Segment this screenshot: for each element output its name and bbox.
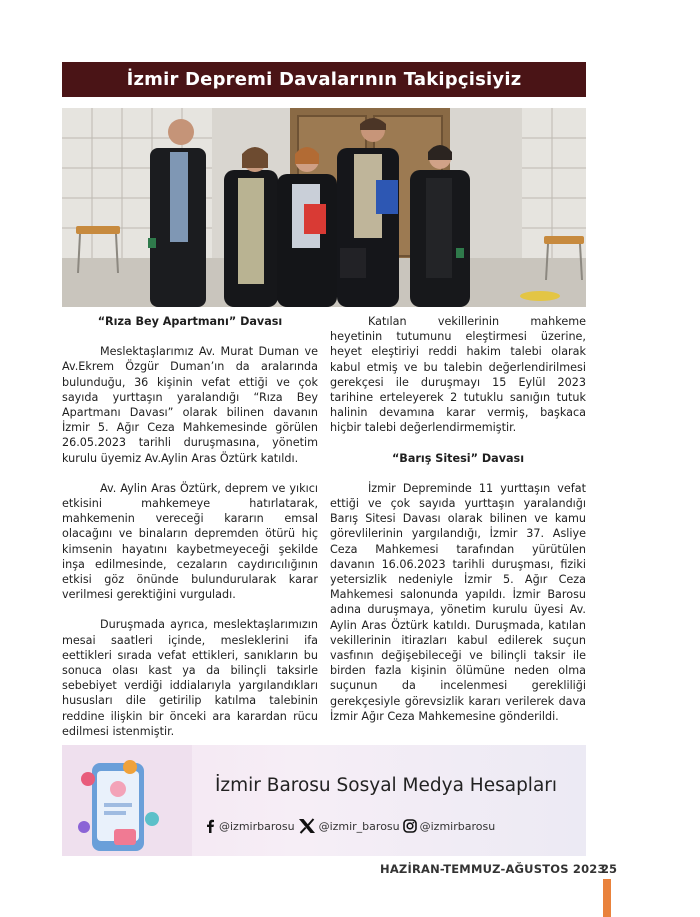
x-handle[interactable]: @izmir_barosu xyxy=(318,819,400,833)
right-column xyxy=(330,314,586,724)
page-number: 25 xyxy=(601,862,618,876)
issue-label: HAZİRAN-TEMMUZ-AĞUSTOS 2023 xyxy=(380,862,606,876)
banner-title: İzmir Barosu Sosyal Medya Hesapları xyxy=(214,775,558,796)
baris-sitesi-heading: “Barış Sitesi” Davası xyxy=(391,451,525,465)
article-title: İzmir Depremi Davalarının Takipçisiyiz xyxy=(126,69,522,90)
riza-bey-heading: “Rıza Bey Apartmanı” Davası xyxy=(97,315,283,328)
right-paragraph-2: İzmir Depreminde 11 yurttaşın vefat ettiği ve çok sayıda yurttaşın yaralandığı Barış Sitesi Davası olarak bilinen ve kamu görevlilerinin yargılandığı, İzmir 37. Asliye Ceza Mahkemesi tarafından yürütülen davanın 16.06.2023 tarihli duruşması, fiziki yetersizlik nedeniyle İzmir 5. Ağır Ceza Mahkemesi salonunda yapıldı. İzmir Barosu adına duruşmaya, yönetim kurulu üyesi Av. Aylin Aras Öztürk katıldı. Duruşmada, katılan vekillerinin itirazları kabul edilerek suçun vasfının değişebileceği ve bilinçli taksir ile birden fazla kişinin ölümüne neden olma suçunun da incelenmesi gerekliliği gerekçesiyle görevsizlik kararı verilerek dava İzmir Ağır Ceza Mahkemesine gönderildi. xyxy=(330,481,586,723)
page-accent-bar xyxy=(603,879,611,917)
x-icon[interactable] xyxy=(298,818,316,834)
social-accounts xyxy=(204,818,495,834)
article-title-bar xyxy=(62,62,586,97)
left-paragraph-1: Meslektaşlarımız Av. Murat Duman ve Av.Ekrem Özgür Duman’ın da aralarında bulunduğu, 36 kişinin vefat ettiği ve çok sayıda yurttaşın yaralandığı “Rıza Bey Apartmanı Davası” olarak bilinen davanın İzmir 5. Ağır Ceza Mahkemesinde görülen 26.05.2023 tarihli duruşmasına, yönetim kurulu üyemiz Av.Aylin Aras Öztürk katıldı. xyxy=(62,345,318,465)
instagram-icon[interactable] xyxy=(403,819,417,833)
left-paragraph-3: Duruşmada ayrıca, meslektaşlarımızın mesai saatleri içinde, mesleklerini ifa eettikleri sırada vefat ettikleri, sanıkların bu sonuca olası kast ya da bilinçli taksirle sebebiyet verdiği iddialarıyla yargılandıkları hususları dile getirilip katılma talebinin reddine ilişkin bir önceki ara karardan rücu edilmesi istenmiştir. xyxy=(62,618,318,738)
instagram-handle[interactable]: @izmirbarosu xyxy=(419,819,496,833)
right-paragraph-1: Katılan vekillerinin mahkeme heyetinin tutumunu eleştirmesi üzerine, heyet eleştiriyi reddi hakim talebi olarak kabul etmiş ve bu talebin değerlendirilmesi gerekçesi ile duruşmayı 15 Eylül 2023 tarihine erteleyerek 2 tutuklu sanığın tutuk halinin devamına karar vermiş, başkaca hiçbir talebi değerlendirmemiştir. xyxy=(330,315,586,435)
facebook-icon[interactable] xyxy=(204,819,216,833)
social-media-banner xyxy=(62,745,586,856)
left-paragraph-2: Av. Aylin Aras Öztürk, deprem ve yıkıcı etkisini mahkemeye hatırlatarak, mahkemenin vereceği kararın emsal olacağını ve binaların depremden ötürü hiç kimsenin hayatını kaybetmeyeceği şekilde inşa edilmesinde, cezaların caydırıcılığının etkisi göz önünde bulundurularak karar verilmesi gerektiğini vurguladı. xyxy=(62,481,318,602)
left-column xyxy=(62,314,318,739)
facebook-handle[interactable]: @izmirbarosu xyxy=(219,819,295,833)
lawyers-group-photo xyxy=(62,108,586,307)
social-media-illustration xyxy=(62,745,192,856)
